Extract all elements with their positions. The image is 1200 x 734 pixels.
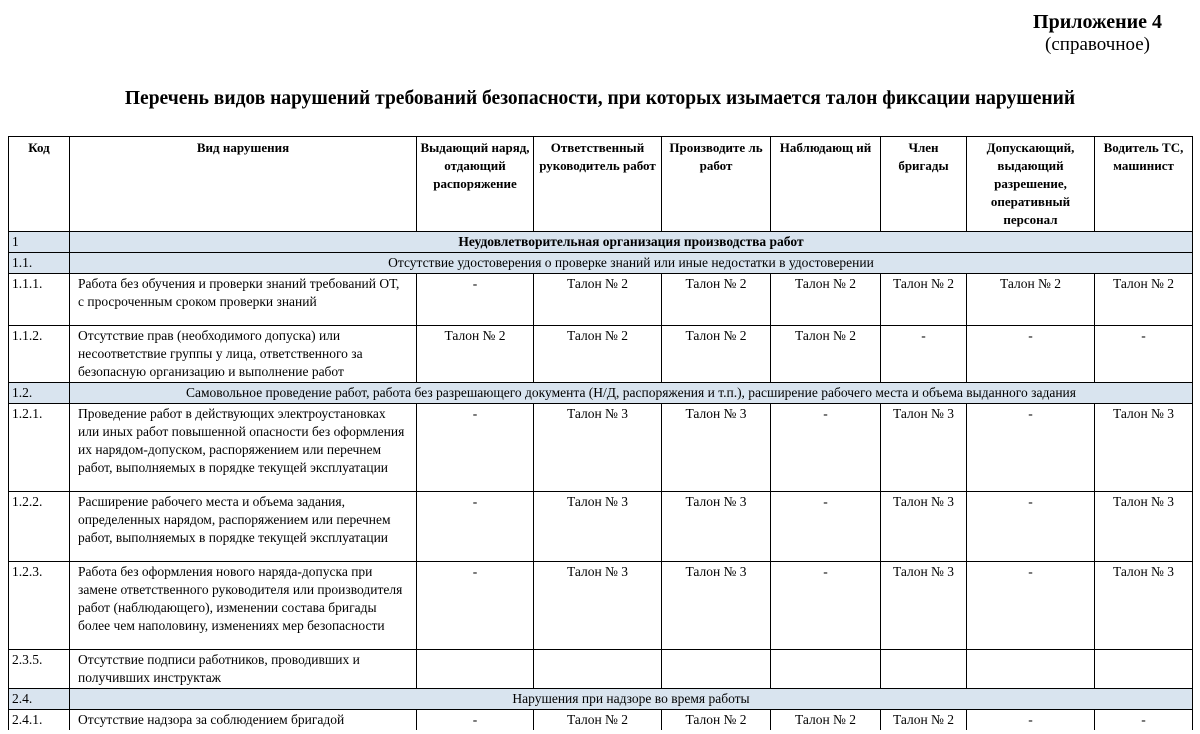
- page-title: Перечень видов нарушений требований безопасности, при которых изымается талон фиксации нарушений: [124, 88, 1076, 109]
- cell-value: Талон № 2: [534, 274, 662, 326]
- row-description: Работа без оформления нового наряда-допуска при замене ответственного руководителя или производителя работ (наблюдающего), изменении состава бригады более чем наполовину, изменениях мер безопасности: [70, 562, 417, 650]
- col-header-issuer: Выдающий наряд, отдающий распоряжение: [417, 137, 534, 232]
- col-header-admitter: Допускающий, выдающий разрешение, оперативный персонал: [967, 137, 1095, 232]
- row-code: 1.2.2.: [9, 492, 70, 562]
- cell-value: -: [417, 562, 534, 650]
- cell-value: Талон № 2: [881, 710, 967, 731]
- col-header-crew-member: Член бригады: [881, 137, 967, 232]
- cell-value: Талон № 2: [967, 274, 1095, 326]
- cell-value: [662, 650, 771, 689]
- cell-value: Талон № 3: [881, 492, 967, 562]
- cell-value: Талон № 2: [534, 710, 662, 731]
- section-title: Неудовлетворительная организация производства работ: [70, 232, 1193, 253]
- table-row: [9, 404, 1193, 492]
- table-row: [9, 650, 1193, 689]
- row-description: Проведение работ в действующих электроустановках или иных работ повышенной опасности без оформления их нарядом-допуском, распоряжением или перечнем работ, выполняемых в порядке текущей эксплуатации: [70, 404, 417, 492]
- row-description: Работа без обучения и проверки знаний требований ОТ, с просроченным сроком проверки знаний: [70, 274, 417, 326]
- cell-value: [417, 650, 534, 689]
- cell-value: Талон № 3: [662, 492, 771, 562]
- cell-value: Талон № 2: [662, 274, 771, 326]
- appendix-title: Приложение 4: [1033, 11, 1162, 33]
- row-code: 1.2.1.: [9, 404, 70, 492]
- cell-value: Талон № 2: [662, 326, 771, 383]
- row-code: 1.1.: [9, 253, 70, 274]
- cell-value: Талон № 3: [1095, 492, 1193, 562]
- cell-value: [1095, 650, 1193, 689]
- cell-value: Талон № 3: [881, 562, 967, 650]
- violations-table: [8, 136, 1193, 730]
- row-code: 2.3.5.: [9, 650, 70, 689]
- cell-value: Талон № 3: [1095, 404, 1193, 492]
- row-code: 1.1.1.: [9, 274, 70, 326]
- section-title: Нарушения при надзоре во время работы: [70, 689, 1193, 710]
- cell-value: Талон № 3: [662, 404, 771, 492]
- table-row: [9, 492, 1193, 562]
- row-description: Отсутствие прав (необходимого допуска) или несоответствие группы у лица, ответственного за безопасную организацию и выполнение работ: [70, 326, 417, 383]
- cell-value: -: [967, 710, 1095, 731]
- cell-value: Талон № 2: [771, 326, 881, 383]
- section-title: Самовольное проведение работ, работа без разрешающего документа (Н/Д, распоряжения и т.п.), расширение рабочего места и объема выданного задания: [70, 383, 1193, 404]
- section-row: [9, 253, 1193, 274]
- cell-value: -: [1095, 710, 1193, 731]
- section-row: [9, 689, 1193, 710]
- row-code: 2.4.: [9, 689, 70, 710]
- table-header-row: [9, 137, 1193, 232]
- cell-value: -: [967, 562, 1095, 650]
- col-header-foreman: Производите ль работ: [662, 137, 771, 232]
- cell-value: Талон № 3: [881, 404, 967, 492]
- cell-value: Талон № 2: [534, 326, 662, 383]
- col-header-responsible: Ответственный руководитель работ: [534, 137, 662, 232]
- cell-value: -: [1095, 326, 1193, 383]
- table-row: [9, 710, 1193, 731]
- row-description: Расширение рабочего места и объема задания, определенных нарядом, распоряжением или перечнем работ, выполняемых в порядке текущей эксплуатации: [70, 492, 417, 562]
- row-code: 1.2.: [9, 383, 70, 404]
- cell-value: Талон № 2: [662, 710, 771, 731]
- row-code: 1: [9, 232, 70, 253]
- section-row: [9, 232, 1193, 253]
- appendix-note: (справочное): [1045, 34, 1150, 55]
- cell-value: Талон № 2: [771, 710, 881, 731]
- table-row: [9, 274, 1193, 326]
- cell-value: -: [417, 404, 534, 492]
- cell-value: -: [771, 492, 881, 562]
- cell-value: -: [417, 492, 534, 562]
- cell-value: -: [967, 404, 1095, 492]
- cell-value: -: [417, 710, 534, 731]
- cell-value: Талон № 3: [534, 492, 662, 562]
- cell-value: [967, 650, 1095, 689]
- section-row: [9, 383, 1193, 404]
- cell-value: Талон № 2: [771, 274, 881, 326]
- row-code: 1.2.3.: [9, 562, 70, 650]
- row-description: Отсутствие подписи работников, проводивших и получивших инструктаж: [70, 650, 417, 689]
- col-header-violation: Вид нарушения: [70, 137, 417, 232]
- appendix-label: [1033, 10, 1162, 56]
- cell-value: [881, 650, 967, 689]
- cell-value: -: [967, 326, 1095, 383]
- cell-value: -: [417, 274, 534, 326]
- cell-value: Талон № 3: [1095, 562, 1193, 650]
- cell-value: Талон № 3: [534, 562, 662, 650]
- row-code: 1.1.2.: [9, 326, 70, 383]
- col-header-driver: Водитель ТС, машинист: [1095, 137, 1193, 232]
- cell-value: -: [881, 326, 967, 383]
- cell-value: -: [967, 492, 1095, 562]
- cell-value: [534, 650, 662, 689]
- cell-value: Талон № 2: [1095, 274, 1193, 326]
- col-header-code: Код: [9, 137, 70, 232]
- col-header-observer: Наблюдающ ий: [771, 137, 881, 232]
- table-row: [9, 326, 1193, 383]
- cell-value: [771, 650, 881, 689]
- cell-value: -: [771, 562, 881, 650]
- cell-value: Талон № 2: [881, 274, 967, 326]
- table-row: [9, 562, 1193, 650]
- section-title: Отсутствие удостоверения о проверке знаний или иные недостатки в удостоверении: [70, 253, 1193, 274]
- cell-value: Талон № 3: [534, 404, 662, 492]
- cell-value: -: [771, 404, 881, 492]
- cell-value: Талон № 2: [417, 326, 534, 383]
- cell-value: Талон № 3: [662, 562, 771, 650]
- row-description: Отсутствие надзора за соблюдением бригадой: [70, 710, 417, 731]
- row-code: 2.4.1.: [9, 710, 70, 731]
